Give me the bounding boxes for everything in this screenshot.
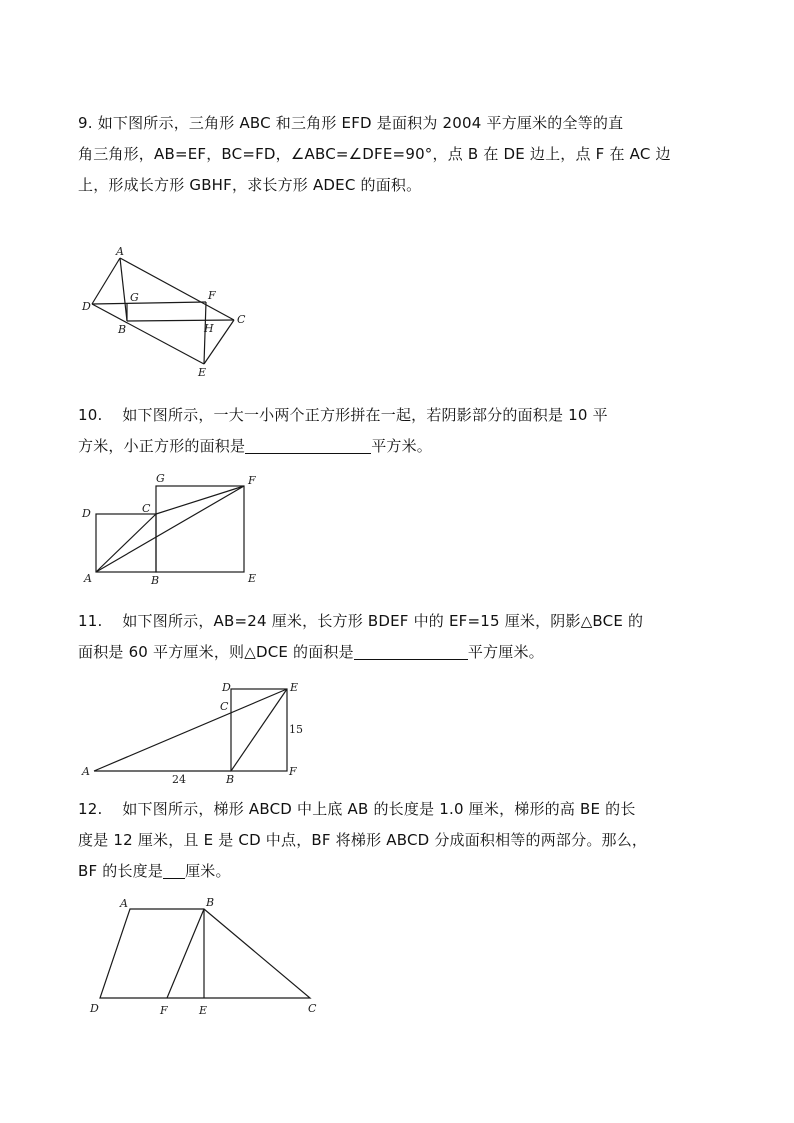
- problem-line: 平方米。: [371, 437, 433, 455]
- label-b: B: [118, 323, 127, 336]
- label-e: E: [198, 366, 207, 379]
- problem-line: 上，形成长方形 GBHF，求长方形 ADEC 的面积。: [78, 176, 422, 194]
- label-d: D: [82, 507, 91, 520]
- problem-number: 10.: [78, 406, 103, 424]
- segment-bf: [167, 909, 204, 998]
- answer-blank[interactable]: [163, 860, 185, 879]
- label-h: H: [204, 322, 214, 335]
- problem-9-text: [78, 108, 726, 201]
- trapezoid-abcd: [100, 909, 310, 998]
- label-b: B: [226, 773, 235, 786]
- segment-af: [96, 486, 244, 572]
- problem-number: 11.: [78, 612, 103, 630]
- segment-de: [92, 304, 204, 364]
- problem-10-text: [78, 400, 726, 462]
- label-b: B: [206, 896, 215, 909]
- label-a: A: [82, 765, 90, 778]
- label-f: F: [248, 474, 256, 487]
- problem-number: 9.: [78, 114, 93, 132]
- figure-10: [80, 470, 280, 590]
- label-d: D: [222, 681, 231, 694]
- label-f: F: [208, 289, 216, 302]
- label-d: D: [82, 300, 91, 313]
- problem-line: 方米，小正方形的面积是: [78, 437, 246, 455]
- label-e: E: [199, 1004, 208, 1017]
- problem-line: 如下图所示，梯形 ABCD 中上底 AB 的长度是 1.0 厘米，梯形的高 BE 的长: [122, 800, 636, 818]
- problem-line: 如下图所示，AB=24 厘米，长方形 BDEF 中的 EF=15 厘米，阴影△BCE 的: [122, 612, 644, 630]
- label-a: A: [84, 572, 92, 585]
- segment-cf: [156, 486, 244, 514]
- problem-line: 如下图所示，三角形 ABC 和三角形 EFD 是面积为 2004 平方厘米的全等的直: [97, 114, 624, 132]
- length-ef: 15: [289, 723, 303, 736]
- problem-line: 厘米。: [185, 862, 231, 880]
- segment-ac: [120, 258, 234, 320]
- label-b: B: [151, 574, 160, 587]
- length-ab: 24: [172, 773, 186, 786]
- segment-ad: [92, 258, 120, 304]
- problem-line: BF 的长度是: [78, 862, 164, 880]
- problem-line: 度是 12 厘米，且 E 是 CD 中点，BF 将梯形 ABCD 分成面积相等的两部分。那么，: [78, 831, 648, 849]
- segment-df: [92, 302, 206, 304]
- label-e: E: [290, 681, 299, 694]
- label-c: C: [308, 1002, 317, 1015]
- label-c: C: [237, 313, 246, 326]
- answer-blank[interactable]: [245, 435, 371, 454]
- label-f: F: [289, 765, 297, 778]
- label-a: A: [120, 897, 128, 910]
- label-g: G: [130, 291, 139, 304]
- problem-11-text: [78, 606, 726, 668]
- segment-ae: [94, 689, 287, 771]
- figure-9: [80, 222, 260, 382]
- problem-line: 面积是 60 平方厘米，则△DCE 的面积是: [78, 643, 354, 661]
- problem-12-text: [78, 794, 726, 887]
- answer-blank[interactable]: [354, 641, 468, 660]
- segment-ab: [120, 258, 127, 321]
- label-e: E: [248, 572, 257, 585]
- label-c: C: [220, 700, 229, 713]
- figure-11: [80, 680, 320, 790]
- figure-12: [80, 892, 340, 1022]
- problem-line: 如下图所示，一大一小两个正方形拼在一起，若阴影部分的面积是 10 平: [122, 406, 608, 424]
- label-d: D: [90, 1002, 99, 1015]
- problem-number: 12.: [78, 800, 103, 818]
- problem-line: 平方厘米。: [467, 643, 544, 661]
- problem-line: 角三角形，AB=EF，BC=FD，∠ABC=∠DFE=90°，点 B 在 DE 边上，点 F 在 AC 边: [78, 145, 671, 163]
- label-c: C: [142, 502, 151, 515]
- label-g: G: [156, 472, 165, 485]
- label-f: F: [160, 1004, 168, 1017]
- label-a: A: [116, 245, 124, 258]
- segment-bc: [127, 320, 234, 321]
